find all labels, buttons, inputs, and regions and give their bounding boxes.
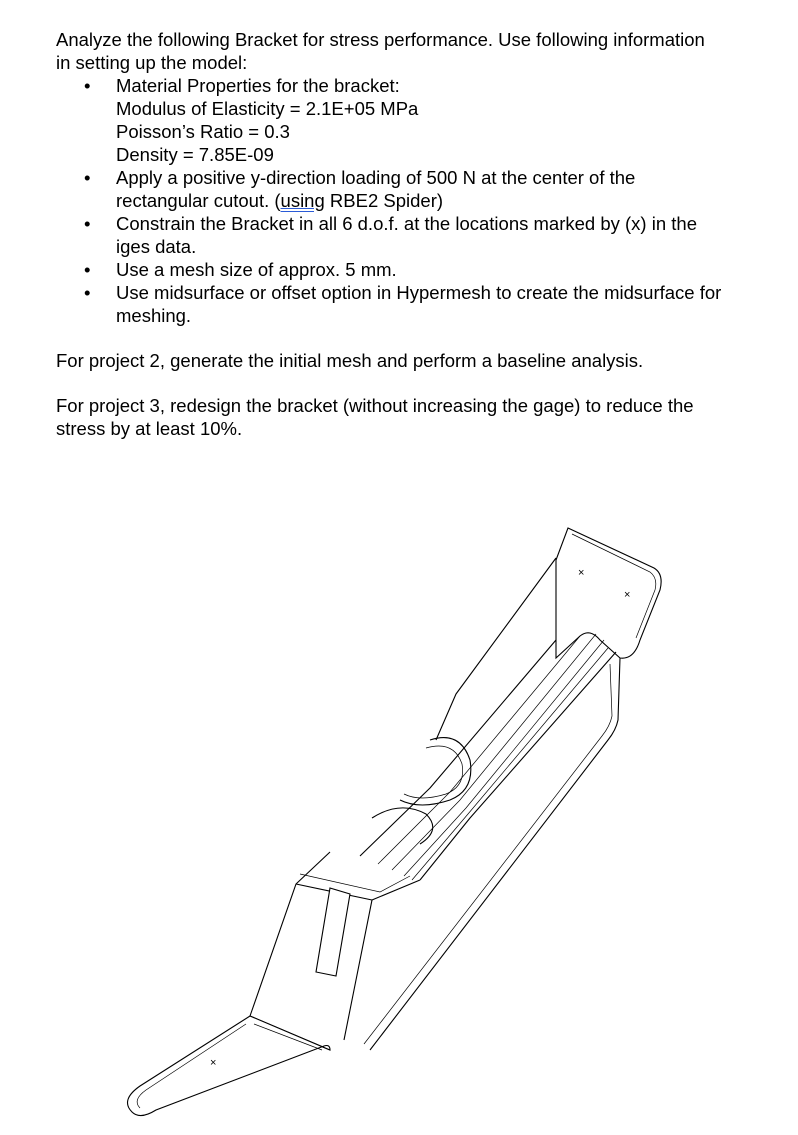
bullet-glyph: • [84,167,91,188]
bracket-drawing [0,500,798,1130]
lower-body-right-edge [344,900,372,1040]
channel-rib-line-2 [392,634,596,870]
bullet-glyph: • [84,259,91,280]
material-heading: Material Properties for the bracket: [116,75,400,96]
constrain-line-2: iges data. [116,236,197,257]
project-3-line-1: For project 3, redesign the bracket (without increasing the gage) to reduce the [56,395,694,416]
lower-body-top-edge [296,880,420,900]
material-poisson [56,120,786,143]
bracket-figure [0,500,798,1130]
material-density [56,143,786,166]
mesh-text: Use a mesh size of approx. 5 mm. [116,259,397,280]
channel-rib-line-4 [412,648,608,880]
list-item-load [56,166,786,212]
load-line-2-post: RBE2 Spider) [324,190,444,211]
spellcheck-word: using [280,190,325,211]
constrain-line-1: Constrain the Bracket in all 6 d.o.f. at the locations marked by (x) in the [116,213,697,234]
load-line-1: Apply a positive y-direction loading of 500 N at the center of the [116,167,636,188]
project-3-paragraph [56,394,786,440]
requirements-list [56,74,786,327]
rectangular-cutout [316,888,350,976]
semicircle-cutout [400,738,471,806]
intro-line-1: Analyze the following Bracket for stress performance. Use following information [56,29,705,50]
lower-semicircle [372,808,433,844]
poisson-text: Poisson’s Ratio = 0.3 [116,121,290,142]
intro-paragraph [56,28,786,74]
constraint-marker-3: × [210,1057,217,1069]
bracket-upper-tab [556,528,661,658]
modulus-text: Modulus of Elasticity = 2.1E+05 MPa [116,98,419,119]
bullet-glyph: • [84,75,91,96]
channel-rib-line-3 [404,640,604,876]
bracket-foot-tab [128,1016,331,1116]
material-modulus [56,97,786,120]
list-item-constrain [56,212,786,258]
list-item-midsurface [56,281,786,327]
load-line-2-pre: rectangular cutout. ( [116,190,281,211]
semicircle-cutout-inner [404,746,463,798]
midsurface-line-1: Use midsurface or offset option in Hypermesh to create the midsurface for [116,282,722,303]
channel-outer-left [360,640,556,856]
channel-rib-line-1 [378,636,580,864]
lower-body-crease [300,874,410,892]
intro-line-2: in setting up the model: [56,52,248,73]
midsurface-line-2: meshing. [116,305,192,326]
bullet-glyph: • [84,213,91,234]
document-body [56,28,786,440]
bullet-glyph: • [84,282,91,303]
constraint-marker-1: × [578,567,585,579]
right-panel-inner-edge [364,664,612,1044]
upper-panel-left-edge [436,558,556,740]
list-item-material [56,74,786,97]
lower-body-left-edge [250,852,330,1050]
constraint-marker-2: × [624,589,631,601]
density-text: Density = 7.85E-09 [116,144,274,165]
list-item-mesh [56,258,786,281]
project-3-line-2: stress by at least 10%. [56,418,243,439]
project-2-paragraph: For project 2, generate the initial mesh and perform a baseline analysis. [56,350,644,371]
